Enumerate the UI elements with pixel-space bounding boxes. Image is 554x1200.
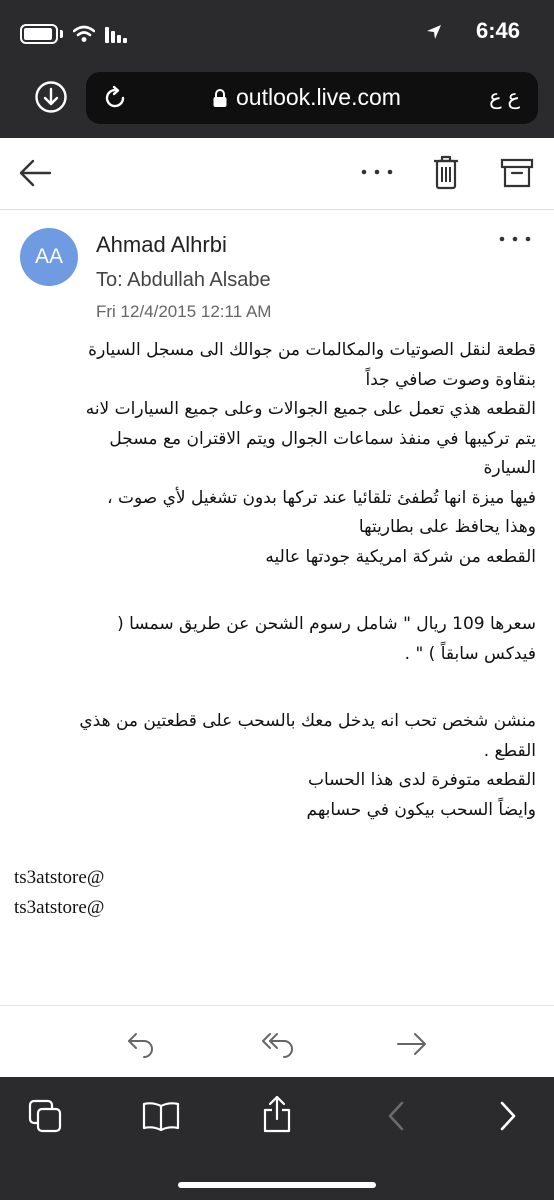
back-arrow-icon[interactable] <box>18 158 52 188</box>
paragraph-gap <box>14 572 536 610</box>
paragraph-gap <box>14 669 536 707</box>
reply-actions-bar <box>0 1005 554 1077</box>
body-line: القطعه من شركة امريكية جودتها عاليه <box>265 546 536 567</box>
more-options-icon[interactable] <box>360 168 394 176</box>
body-line: فيدكس سابقاً ) " . <box>404 643 536 664</box>
archive-icon[interactable] <box>500 158 534 188</box>
body-line: قطعة لنقل الصوتيات والمكالمات من جوالك الى مسجل السيارة <box>88 340 536 360</box>
body-line: القطعه هذي تعمل على جميع الجوالات وعلى جميع السيارات لانه <box>85 399 536 419</box>
paragraph-gap <box>14 825 536 863</box>
share-icon[interactable] <box>262 1095 292 1133</box>
message-more-icon[interactable] <box>498 234 532 244</box>
status-bar <box>0 0 554 64</box>
battery-icon <box>20 24 58 44</box>
status-indicators <box>20 20 129 48</box>
body-line: سعرها 109 ريال " شامل رسوم الشحن عن طريق سمسا ( <box>117 614 536 634</box>
wifi-icon <box>73 25 95 43</box>
body-line: منشن شخص تحب انه يدخل معك بالسحب على قطعتين من هذي <box>79 711 536 731</box>
message-body <box>14 336 536 922</box>
body-line: يتم تركيبها في منفذ سماعات الجوال ويتم الاقتران مع مسجل <box>109 428 536 449</box>
browser-bottom-toolbar <box>0 1077 554 1200</box>
reply-all-icon[interactable] <box>260 1030 296 1058</box>
body-line: السيارة <box>483 458 536 478</box>
lock-icon <box>212 88 228 108</box>
message-date: Fri 12/4/2015 12:11 AM <box>96 302 272 321</box>
mail-toolbar <box>0 138 554 210</box>
home-indicator[interactable] <box>178 1182 376 1188</box>
reply-icon[interactable] <box>126 1030 156 1058</box>
tabs-icon[interactable] <box>28 1099 62 1133</box>
sender-name[interactable]: Ahmad Alhrbi <box>96 232 227 257</box>
body-line: بنقاوة وصوت صافي جداً <box>365 369 536 390</box>
body-handle-line: ts3atstore@ <box>14 896 105 918</box>
recipient-line[interactable]: To: Abdullah Alsabe <box>96 269 271 291</box>
message-view <box>0 210 554 1005</box>
bookmarks-icon[interactable] <box>142 1101 180 1131</box>
battery-terminal <box>60 30 63 38</box>
downloads-icon[interactable] <box>34 80 68 114</box>
forward-icon[interactable] <box>396 1032 428 1056</box>
text-size-button[interactable]: ع ع <box>489 86 520 109</box>
browser-top-chrome <box>0 0 554 138</box>
reload-icon[interactable] <box>102 85 128 111</box>
status-time: 6:46 <box>475 18 520 43</box>
body-line: القطع . <box>483 740 536 761</box>
url-text: outlook.live.com <box>236 84 401 110</box>
address-bar[interactable] <box>86 72 538 124</box>
browser-forward-icon[interactable] <box>498 1101 518 1131</box>
cellular-signal-icon <box>105 25 129 43</box>
body-line: وهذا يحافظ على بطاريتها <box>358 517 536 537</box>
location-arrow-icon <box>426 24 442 40</box>
delete-trash-icon[interactable] <box>432 154 460 190</box>
body-line: وايضاً السحب بيكون في حسابهم <box>306 799 536 820</box>
body-handle-line: ts3atstore@ <box>14 867 105 888</box>
sender-avatar: AA <box>20 228 78 286</box>
browser-back-icon[interactable] <box>386 1101 406 1131</box>
body-line: فيها ميزة انها تُطفئ تلقائيا عند تركها بدون تشغيل لأي صوت ، <box>107 487 536 508</box>
body-line: القطعه متوفرة لدى هذا الحساب <box>307 770 536 790</box>
